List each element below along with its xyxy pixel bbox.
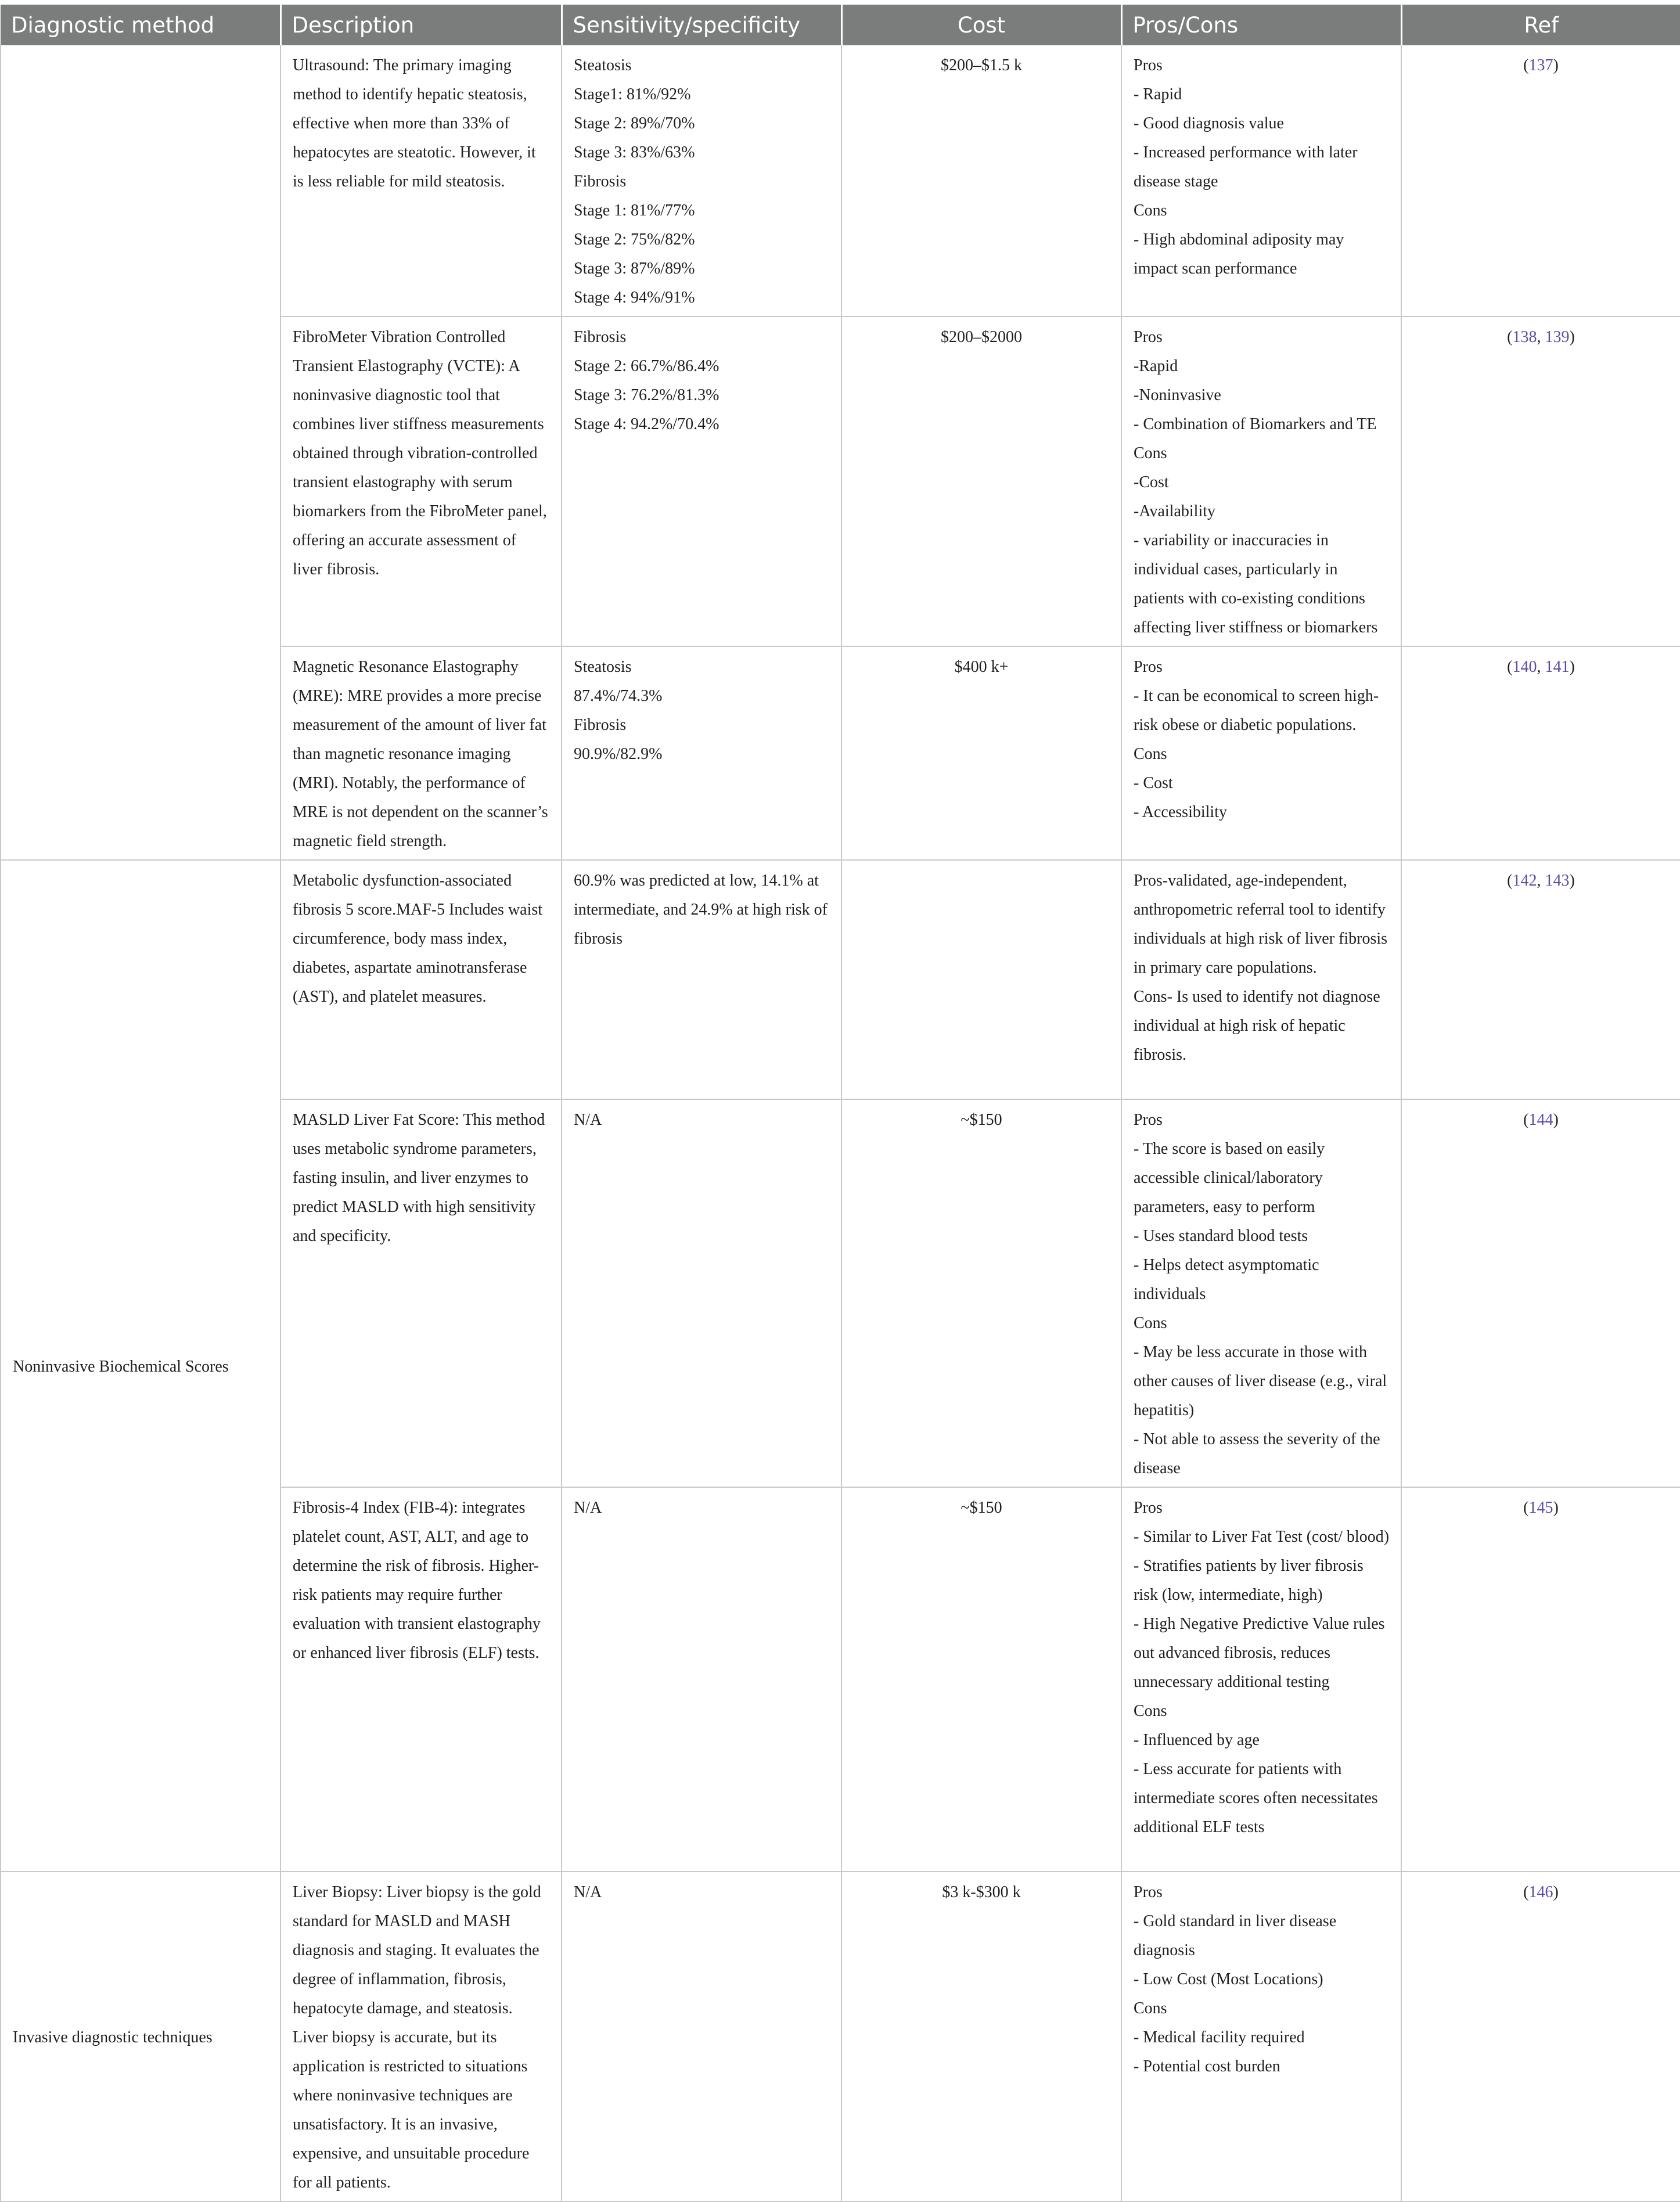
sensitivity-line: Stage 4: 94.2%/70.4%	[574, 415, 720, 433]
ref-cell	[1401, 1487, 1680, 1872]
pros-cons-cell	[1121, 860, 1401, 1099]
sensitivity-line: Fibrosis	[574, 716, 627, 734]
ref-paren: )	[1569, 872, 1575, 890]
header-diagnostic-method: Diagnostic method	[1, 5, 280, 45]
ref-paren: )	[1553, 1883, 1559, 1901]
sensitivity-line: N/A	[574, 1111, 602, 1129]
reference-link[interactable]: 145	[1528, 1499, 1553, 1517]
table-body	[1, 45, 1680, 2201]
sensitivity-line: Stage 3: 87%/89%	[574, 260, 695, 278]
table-row	[1, 45, 1680, 316]
pros-cons-line: Pros	[1134, 56, 1163, 74]
description-cell: Metabolic dysfunction-associated fibrosis 5 score.MAF-5 Includes waist circumference, body mass index, diabetes, aspartate aminotransferase (AST), and platelet measures.	[280, 860, 562, 1099]
pros-cons-line: Cons	[1134, 1999, 1167, 2017]
pros-cons-line: Cons- Is used to identify not diagnose individual at high risk of hepatic fibrosis.	[1134, 988, 1380, 1064]
pros-cons-line: - Medical facility required	[1134, 2028, 1305, 2046]
pros-cons-line: - Good diagnosis value	[1134, 114, 1284, 132]
pros-cons-cell	[1121, 1099, 1401, 1487]
sensitivity-line: 87.4%/74.3%	[574, 687, 663, 705]
sensitivity-specificity-cell	[562, 1872, 841, 2201]
pros-cons-line: - variability or inaccuracies in individual cases, particularly in patients with co-existing conditions affecting liver stiffness or biomarkers	[1134, 531, 1378, 636]
table-row	[1, 1872, 1680, 2201]
pros-cons-line: -Rapid	[1134, 357, 1178, 375]
description-cell: Liver Biopsy: Liver biopsy is the gold standard for MASLD and MASH diagnosis and staging. It evaluates the degree of inflammation, fibrosis, hepatocyte damage, and steatosis. Liver biopsy is accurate, but its application is restricted to situations where noninvasive techniques are unsatisfactory. It is an invasive, expensive, and unsuitable procedure for all patients.	[280, 1872, 562, 2201]
header-pros-cons: Pros/Cons	[1121, 5, 1401, 45]
pros-cons-line: - Stratifies patients by liver fibrosis risk (low, intermediate, high)	[1134, 1557, 1364, 1604]
cost-cell: $400 k+	[841, 646, 1121, 860]
pros-cons-cell	[1121, 646, 1401, 860]
pros-cons-line: - Cost	[1134, 774, 1173, 792]
pros-cons-line: Pros	[1134, 658, 1163, 676]
sensitivity-line: Stage 2: 89%/70%	[574, 114, 695, 132]
sensitivity-specificity-cell	[562, 1099, 841, 1487]
reference-link[interactable]: 139	[1545, 328, 1570, 346]
cost-cell	[841, 860, 1121, 1099]
reference-link[interactable]: 142	[1512, 872, 1537, 890]
pros-cons-line: Pros-validated, age-independent, anthropometric referral tool to identify individuals at high risk of liver fibrosis in primary care populations.	[1134, 872, 1388, 977]
ref-separator: ,	[1537, 872, 1545, 890]
pros-cons-line: - It can be economical to screen high-risk obese or diabetic populations.	[1134, 687, 1379, 734]
ref-cell	[1401, 1099, 1680, 1487]
reference-link[interactable]: 140	[1512, 658, 1537, 676]
ref-cell	[1401, 316, 1680, 646]
pros-cons-line: Cons	[1134, 444, 1167, 462]
ref-cell	[1401, 646, 1680, 860]
pros-cons-cell	[1121, 45, 1401, 316]
diagnostic-method-cell: Noninvasive Biochemical Scores	[1, 860, 280, 1872]
sensitivity-line: Stage 3: 76.2%/81.3%	[574, 386, 720, 404]
cost-cell: $200–$2000	[841, 316, 1121, 646]
cost-cell: $200–$1.5 k	[841, 45, 1121, 316]
sensitivity-line: Fibrosis	[574, 172, 627, 190]
pros-cons-cell	[1121, 1487, 1401, 1872]
sensitivity-line: Stage1: 81%/92%	[574, 85, 691, 103]
ref-paren: (	[1507, 328, 1513, 346]
sensitivity-line: Fibrosis	[574, 328, 627, 346]
sensitivity-line: 60.9% was predicted at low, 14.1% at intermediate, and 24.9% at high risk of fibrosis	[574, 872, 828, 948]
sensitivity-line: Stage 2: 75%/82%	[574, 231, 695, 249]
pros-cons-line: Cons	[1134, 202, 1167, 220]
header-sensitivity-specificity: Sensitivity/specificity	[562, 5, 841, 45]
sensitivity-line: Stage 4: 94%/91%	[574, 289, 695, 307]
sensitivity-specificity-cell	[562, 316, 841, 646]
description-cell: Fibrosis-4 Index (FIB-4): integrates platelet count, AST, ALT, and age to determine the risk of fibrosis. Higher-risk patients may require further evaluation with transient elastography or enhanced liver fibrosis (ELF) tests.	[280, 1487, 562, 1872]
pros-cons-line: Pros	[1134, 1111, 1163, 1129]
pros-cons-line: - Potential cost burden	[1134, 2057, 1280, 2075]
cost-cell: $3 k-$300 k	[841, 1872, 1121, 2201]
pros-cons-line: - High abdominal adiposity may impact scan performance	[1134, 231, 1344, 278]
pros-cons-line: - Uses standard blood tests	[1134, 1227, 1308, 1245]
pros-cons-line: - Increased performance with later disease stage	[1134, 143, 1358, 190]
pros-cons-cell	[1121, 1872, 1401, 2201]
reference-link[interactable]: 138	[1512, 328, 1537, 346]
pros-cons-line: -Availability	[1134, 502, 1215, 520]
ref-cell	[1401, 860, 1680, 1099]
header-cost: Cost	[841, 5, 1121, 45]
pros-cons-line: Pros	[1134, 1499, 1163, 1517]
pros-cons-line: - High Negative Predictive Value rules out advanced fibrosis, reduces unnecessary additional testing	[1134, 1615, 1385, 1691]
ref-separator: ,	[1537, 328, 1545, 346]
sensitivity-line: Steatosis	[574, 56, 632, 74]
pros-cons-line: - Not able to assess the severity of the disease	[1134, 1430, 1380, 1477]
ref-paren: )	[1553, 1111, 1559, 1129]
pros-cons-line: Cons	[1134, 1702, 1167, 1720]
pros-cons-line: Cons	[1134, 1314, 1167, 1332]
header-ref: Ref	[1401, 5, 1680, 45]
sensitivity-line: Steatosis	[574, 658, 632, 676]
pros-cons-line: - Influenced by age	[1134, 1731, 1260, 1749]
table-row	[1, 860, 1680, 1099]
reference-link[interactable]: 144	[1528, 1111, 1553, 1129]
pros-cons-line: - Combination of Biomarkers and TE	[1134, 415, 1377, 433]
pros-cons-line: Pros	[1134, 328, 1163, 346]
reference-link[interactable]: 146	[1528, 1883, 1553, 1901]
sensitivity-specificity-cell	[562, 45, 841, 316]
header-description: Description	[280, 5, 562, 45]
ref-paren: (	[1523, 1499, 1529, 1517]
sensitivity-specificity-cell	[562, 860, 841, 1099]
ref-paren: )	[1553, 56, 1559, 74]
cost-cell: ~$150	[841, 1487, 1121, 1872]
pros-cons-line: Pros	[1134, 1883, 1163, 1901]
sensitivity-line: Stage 2: 66.7%/86.4%	[574, 357, 720, 375]
ref-paren: )	[1569, 328, 1575, 346]
cost-cell: ~$150	[841, 1099, 1121, 1487]
ref-cell	[1401, 45, 1680, 316]
ref-paren: (	[1523, 1111, 1529, 1129]
table-header-row	[1, 5, 1680, 45]
pros-cons-cell	[1121, 316, 1401, 646]
sensitivity-line: Stage 3: 83%/63%	[574, 143, 695, 161]
reference-link[interactable]: 141	[1545, 658, 1570, 676]
pros-cons-line: - Similar to Liver Fat Test (cost/ blood)	[1134, 1528, 1390, 1546]
diagnostic-method-cell	[1, 45, 280, 860]
pros-cons-line: - The score is based on easily accessible clinical/laboratory parameters, easy to perform	[1134, 1140, 1325, 1216]
pros-cons-line: - May be less accurate in those with other causes of liver disease (e.g., viral hepatitis)	[1134, 1343, 1387, 1419]
ref-separator: ,	[1537, 658, 1545, 676]
ref-paren: (	[1507, 872, 1513, 890]
pros-cons-line: -Cost	[1134, 473, 1169, 491]
sensitivity-specificity-cell	[562, 1487, 841, 1872]
sensitivity-line: 90.9%/82.9%	[574, 745, 663, 763]
pros-cons-line: - Helps detect asymptomatic individuals	[1134, 1256, 1319, 1303]
pros-cons-line: - Low Cost (Most Locations)	[1134, 1970, 1323, 1988]
reference-link[interactable]: 143	[1545, 872, 1570, 890]
sensitivity-specificity-cell	[562, 646, 841, 860]
description-cell: Ultrasound: The primary imaging method to identify hepatic steatosis, effective when more than 33% of hepatocytes are steatotic. However, it is less reliable for mild steatosis.	[280, 45, 562, 316]
pros-cons-line: Cons	[1134, 745, 1167, 763]
pros-cons-line: - Rapid	[1134, 85, 1182, 103]
sensitivity-line: N/A	[574, 1499, 602, 1517]
ref-paren: (	[1507, 658, 1513, 676]
pros-cons-line: - Less accurate for patients with intermediate scores often necessitates additional ELF tests	[1134, 1760, 1378, 1836]
ref-paren: )	[1553, 1499, 1559, 1517]
ref-paren: )	[1569, 658, 1575, 676]
diagnostic-methods-table	[0, 5, 1680, 2202]
ref-paren: (	[1523, 1883, 1529, 1901]
sensitivity-line: N/A	[574, 1883, 602, 1901]
description-cell: FibroMeter Vibration Controlled Transient Elastography (VCTE): A noninvasive diagnostic tool that combines liver stiffness measurements obtained through vibration-controlled transient elastography with serum biomarkers from the FibroMeter panel, offering an accurate assessment of liver fibrosis.	[280, 316, 562, 646]
pros-cons-line: -Noninvasive	[1134, 386, 1221, 404]
description-cell: Magnetic Resonance Elastography (MRE): MRE provides a more precise measurement of the amount of liver fat than magnetic resonance imaging (MRI). Notably, the performance of MRE is not dependent on the scanner’s magnetic field strength.	[280, 646, 562, 860]
sensitivity-line: Stage 1: 81%/77%	[574, 202, 695, 220]
description-cell: MASLD Liver Fat Score: This method uses metabolic syndrome parameters, fasting insulin, and liver enzymes to predict MASLD with high sensitivity and specificity.	[280, 1099, 562, 1487]
reference-link[interactable]: 137	[1528, 56, 1553, 74]
diagnostic-method-cell: Invasive diagnostic techniques	[1, 1872, 280, 2201]
ref-cell	[1401, 1872, 1680, 2201]
pros-cons-line: - Accessibility	[1134, 803, 1227, 821]
ref-paren: (	[1523, 56, 1529, 74]
pros-cons-line: - Gold standard in liver disease diagnosis	[1134, 1912, 1337, 1959]
